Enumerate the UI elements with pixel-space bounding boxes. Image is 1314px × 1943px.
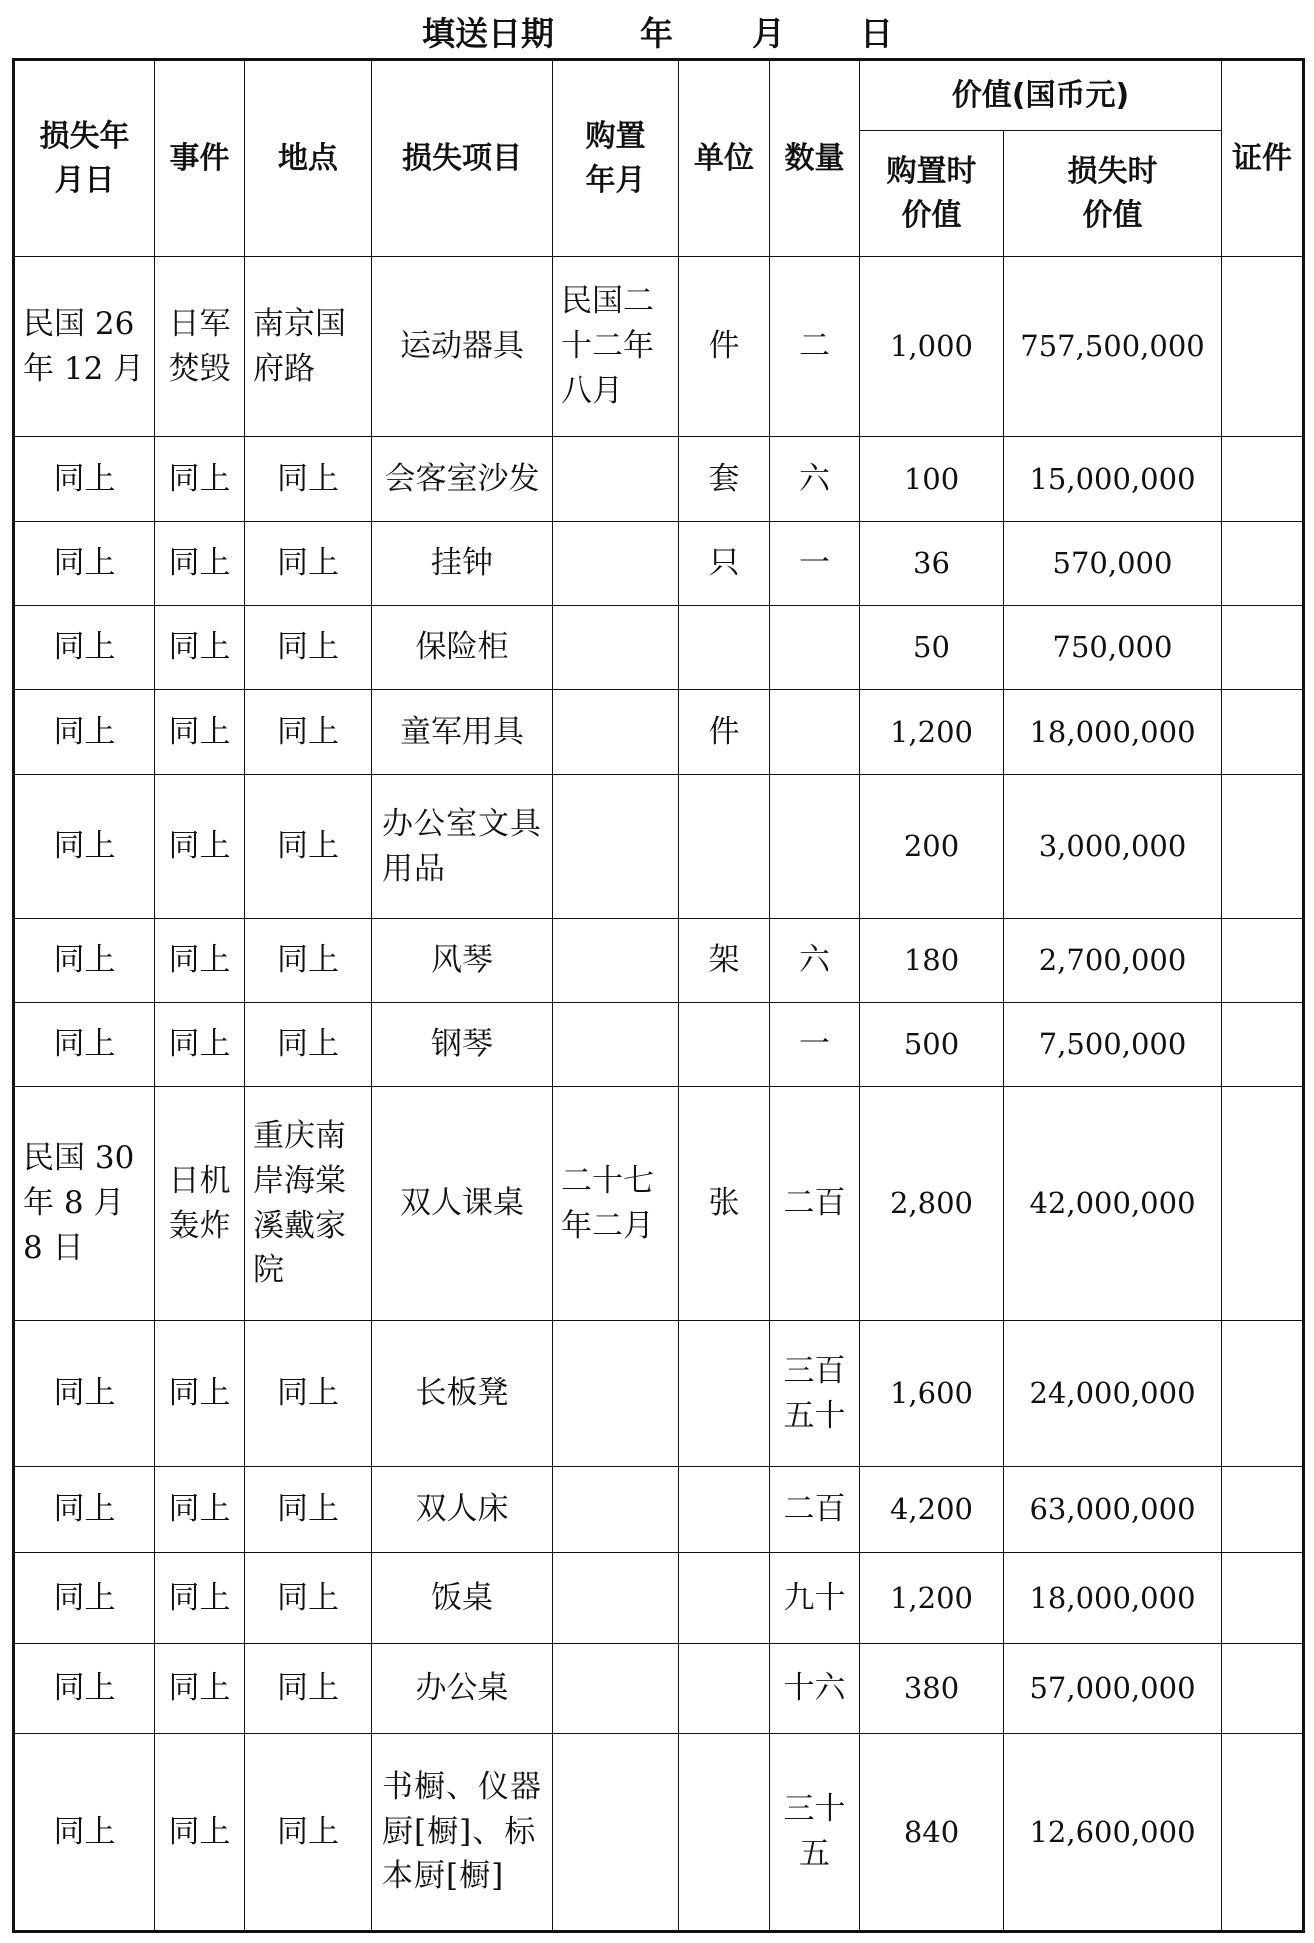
cell-event: 同上 bbox=[155, 1467, 245, 1553]
cell-purchase-date bbox=[553, 437, 679, 522]
table-row bbox=[14, 522, 1304, 606]
cell-certificate bbox=[1222, 1003, 1304, 1087]
cell-purchase-value: 840 bbox=[860, 1734, 1004, 1932]
cell-unit bbox=[679, 1644, 770, 1734]
table-header bbox=[14, 60, 1304, 257]
cell-item: 办公桌 bbox=[372, 1644, 553, 1734]
cell-loss-value: 757,500,000 bbox=[1004, 257, 1222, 437]
cell-purchase-date bbox=[553, 1644, 679, 1734]
table-row bbox=[14, 606, 1304, 690]
cell-event: 同上 bbox=[155, 919, 245, 1003]
cell-loss-date: 民国 26 年 12 月 bbox=[14, 257, 155, 437]
cell-purchase-value: 180 bbox=[860, 919, 1004, 1003]
cell-certificate bbox=[1222, 522, 1304, 606]
cell-loss-value: 3,000,000 bbox=[1004, 775, 1222, 919]
table-row bbox=[14, 690, 1304, 775]
cell-purchase-value: 1,000 bbox=[860, 257, 1004, 437]
cell-loss-date: 同上 bbox=[14, 437, 155, 522]
cell-purchase-value: 1,200 bbox=[860, 1553, 1004, 1644]
cell-quantity: 三百五十 bbox=[770, 1321, 860, 1467]
cell-location: 南京国府路 bbox=[245, 257, 372, 437]
fill-date-year: 年 bbox=[640, 14, 673, 53]
cell-quantity: 一 bbox=[770, 1003, 860, 1087]
cell-event: 同上 bbox=[155, 1003, 245, 1087]
header-loss-date: 损失年月日 bbox=[14, 60, 155, 257]
cell-location: 同上 bbox=[245, 522, 372, 606]
cell-loss-value: 57,000,000 bbox=[1004, 1644, 1222, 1734]
cell-purchase-value: 50 bbox=[860, 606, 1004, 690]
cell-certificate bbox=[1222, 775, 1304, 919]
cell-location: 同上 bbox=[245, 1644, 372, 1734]
cell-certificate bbox=[1222, 1467, 1304, 1553]
cell-purchase-date: 民国二十二年八月 bbox=[553, 257, 679, 437]
cell-loss-value: 570,000 bbox=[1004, 522, 1222, 606]
cell-loss-date: 同上 bbox=[14, 1321, 155, 1467]
cell-quantity: 三十五 bbox=[770, 1734, 860, 1932]
table-body bbox=[14, 257, 1304, 1932]
cell-quantity: 六 bbox=[770, 919, 860, 1003]
cell-quantity: 十六 bbox=[770, 1644, 860, 1734]
table-row bbox=[14, 919, 1304, 1003]
cell-purchase-date bbox=[553, 1553, 679, 1644]
table-row bbox=[14, 1644, 1304, 1734]
header-purchase-date: 购置年月 bbox=[553, 60, 679, 257]
cell-unit: 张 bbox=[679, 1087, 770, 1321]
cell-purchase-value: 500 bbox=[860, 1003, 1004, 1087]
cell-certificate bbox=[1222, 437, 1304, 522]
cell-quantity: 九十 bbox=[770, 1553, 860, 1644]
cell-location: 同上 bbox=[245, 1553, 372, 1644]
fill-date-day: 日 bbox=[860, 14, 893, 53]
cell-item: 运动器具 bbox=[372, 257, 553, 437]
cell-item: 会客室沙发 bbox=[372, 437, 553, 522]
header-quantity: 数量 bbox=[770, 60, 860, 257]
cell-certificate bbox=[1222, 1734, 1304, 1932]
cell-quantity bbox=[770, 775, 860, 919]
cell-purchase-value: 2,800 bbox=[860, 1087, 1004, 1321]
cell-purchase-date bbox=[553, 690, 679, 775]
header-certificate: 证件 bbox=[1222, 60, 1304, 257]
table-row bbox=[14, 1321, 1304, 1467]
cell-purchase-value: 380 bbox=[860, 1644, 1004, 1734]
cell-unit: 只 bbox=[679, 522, 770, 606]
cell-loss-value: 750,000 bbox=[1004, 606, 1222, 690]
cell-quantity: 二 bbox=[770, 257, 860, 437]
table-row bbox=[14, 1003, 1304, 1087]
cell-event: 同上 bbox=[155, 522, 245, 606]
cell-purchase-value: 100 bbox=[860, 437, 1004, 522]
cell-certificate bbox=[1222, 1553, 1304, 1644]
cell-item: 双人课桌 bbox=[372, 1087, 553, 1321]
cell-unit bbox=[679, 775, 770, 919]
fill-date-month: 月 bbox=[752, 14, 785, 53]
cell-location: 同上 bbox=[245, 1321, 372, 1467]
cell-certificate bbox=[1222, 690, 1304, 775]
table-row bbox=[14, 437, 1304, 522]
cell-purchase-date bbox=[553, 522, 679, 606]
cell-unit: 件 bbox=[679, 257, 770, 437]
cell-unit: 套 bbox=[679, 437, 770, 522]
cell-location: 同上 bbox=[245, 1467, 372, 1553]
cell-quantity: 六 bbox=[770, 437, 860, 522]
cell-loss-date: 同上 bbox=[14, 1553, 155, 1644]
cell-unit bbox=[679, 1467, 770, 1553]
cell-quantity: 二百 bbox=[770, 1467, 860, 1553]
fill-date-line bbox=[0, 8, 1314, 54]
cell-location: 同上 bbox=[245, 919, 372, 1003]
table-row bbox=[14, 1467, 1304, 1553]
table-row bbox=[14, 257, 1304, 437]
cell-location: 同上 bbox=[245, 1734, 372, 1932]
cell-unit bbox=[679, 1553, 770, 1644]
cell-loss-value: 12,600,000 bbox=[1004, 1734, 1222, 1932]
cell-quantity bbox=[770, 690, 860, 775]
cell-loss-date: 民国 30 年 8 月 8 日 bbox=[14, 1087, 155, 1321]
header-value-group: 价值(国币元) bbox=[860, 60, 1222, 131]
cell-loss-date: 同上 bbox=[14, 1734, 155, 1932]
cell-item: 饭桌 bbox=[372, 1553, 553, 1644]
cell-location: 同上 bbox=[245, 437, 372, 522]
cell-event: 同上 bbox=[155, 690, 245, 775]
cell-loss-date: 同上 bbox=[14, 1003, 155, 1087]
cell-loss-value: 63,000,000 bbox=[1004, 1467, 1222, 1553]
cell-unit: 件 bbox=[679, 690, 770, 775]
cell-quantity: 一 bbox=[770, 522, 860, 606]
cell-item: 挂钟 bbox=[372, 522, 553, 606]
cell-event: 同上 bbox=[155, 437, 245, 522]
cell-loss-value: 42,000,000 bbox=[1004, 1087, 1222, 1321]
cell-purchase-date bbox=[553, 775, 679, 919]
cell-location: 同上 bbox=[245, 775, 372, 919]
cell-event: 同上 bbox=[155, 1321, 245, 1467]
cell-loss-date: 同上 bbox=[14, 919, 155, 1003]
cell-certificate bbox=[1222, 257, 1304, 437]
table-row bbox=[14, 1734, 1304, 1932]
cell-purchase-date bbox=[553, 606, 679, 690]
cell-location: 同上 bbox=[245, 606, 372, 690]
cell-unit bbox=[679, 606, 770, 690]
cell-loss-value: 7,500,000 bbox=[1004, 1003, 1222, 1087]
cell-purchase-date: 二十七年二月 bbox=[553, 1087, 679, 1321]
cell-unit bbox=[679, 1003, 770, 1087]
table-row bbox=[14, 1553, 1304, 1644]
table-row bbox=[14, 1087, 1304, 1321]
header-location: 地点 bbox=[245, 60, 372, 257]
header-item: 损失项目 bbox=[372, 60, 553, 257]
cell-event: 日机轰炸 bbox=[155, 1087, 245, 1321]
cell-purchase-date bbox=[553, 1003, 679, 1087]
cell-unit bbox=[679, 1734, 770, 1932]
cell-loss-value: 18,000,000 bbox=[1004, 1553, 1222, 1644]
cell-purchase-date bbox=[553, 1734, 679, 1932]
cell-certificate bbox=[1222, 1321, 1304, 1467]
cell-purchase-value: 200 bbox=[860, 775, 1004, 919]
cell-item: 保险柜 bbox=[372, 606, 553, 690]
cell-certificate bbox=[1222, 919, 1304, 1003]
cell-loss-date: 同上 bbox=[14, 775, 155, 919]
cell-purchase-value: 1,600 bbox=[860, 1321, 1004, 1467]
cell-purchase-date bbox=[553, 1321, 679, 1467]
cell-item: 童军用具 bbox=[372, 690, 553, 775]
cell-item: 长板凳 bbox=[372, 1321, 553, 1467]
header-unit: 单位 bbox=[679, 60, 770, 257]
cell-event: 同上 bbox=[155, 606, 245, 690]
cell-location: 同上 bbox=[245, 690, 372, 775]
cell-purchase-date bbox=[553, 1467, 679, 1553]
cell-location: 同上 bbox=[245, 1003, 372, 1087]
cell-loss-date: 同上 bbox=[14, 1644, 155, 1734]
cell-loss-value: 15,000,000 bbox=[1004, 437, 1222, 522]
cell-certificate bbox=[1222, 606, 1304, 690]
cell-purchase-value: 1,200 bbox=[860, 690, 1004, 775]
header-event: 事件 bbox=[155, 60, 245, 257]
cell-loss-date: 同上 bbox=[14, 522, 155, 606]
cell-purchase-value: 36 bbox=[860, 522, 1004, 606]
cell-item: 办公室文具用品 bbox=[372, 775, 553, 919]
cell-quantity: 二百 bbox=[770, 1087, 860, 1321]
cell-loss-date: 同上 bbox=[14, 606, 155, 690]
cell-unit bbox=[679, 1321, 770, 1467]
cell-event: 同上 bbox=[155, 1644, 245, 1734]
cell-loss-date: 同上 bbox=[14, 690, 155, 775]
header-purchase-value: 购置时价值 bbox=[860, 131, 1004, 257]
loss-report-table bbox=[12, 58, 1305, 1933]
cell-purchase-value: 4,200 bbox=[860, 1467, 1004, 1553]
cell-event: 同上 bbox=[155, 775, 245, 919]
cell-unit: 架 bbox=[679, 919, 770, 1003]
cell-certificate bbox=[1222, 1087, 1304, 1321]
cell-loss-value: 18,000,000 bbox=[1004, 690, 1222, 775]
cell-event: 日军焚毁 bbox=[155, 257, 245, 437]
cell-event: 同上 bbox=[155, 1734, 245, 1932]
cell-loss-value: 24,000,000 bbox=[1004, 1321, 1222, 1467]
cell-purchase-date bbox=[553, 919, 679, 1003]
cell-item: 书橱、仪器厨[橱]、标本厨[橱] bbox=[372, 1734, 553, 1932]
header-loss-value: 损失时价值 bbox=[1004, 131, 1222, 257]
cell-location: 重庆南岸海棠溪戴家院 bbox=[245, 1087, 372, 1321]
cell-quantity bbox=[770, 606, 860, 690]
cell-loss-value: 2,700,000 bbox=[1004, 919, 1222, 1003]
cell-event: 同上 bbox=[155, 1553, 245, 1644]
table-row bbox=[14, 775, 1304, 919]
cell-item: 双人床 bbox=[372, 1467, 553, 1553]
cell-certificate bbox=[1222, 1644, 1304, 1734]
fill-date-label: 填送日期 bbox=[422, 14, 554, 53]
cell-item: 风琴 bbox=[372, 919, 553, 1003]
cell-item: 钢琴 bbox=[372, 1003, 553, 1087]
cell-loss-date: 同上 bbox=[14, 1467, 155, 1553]
